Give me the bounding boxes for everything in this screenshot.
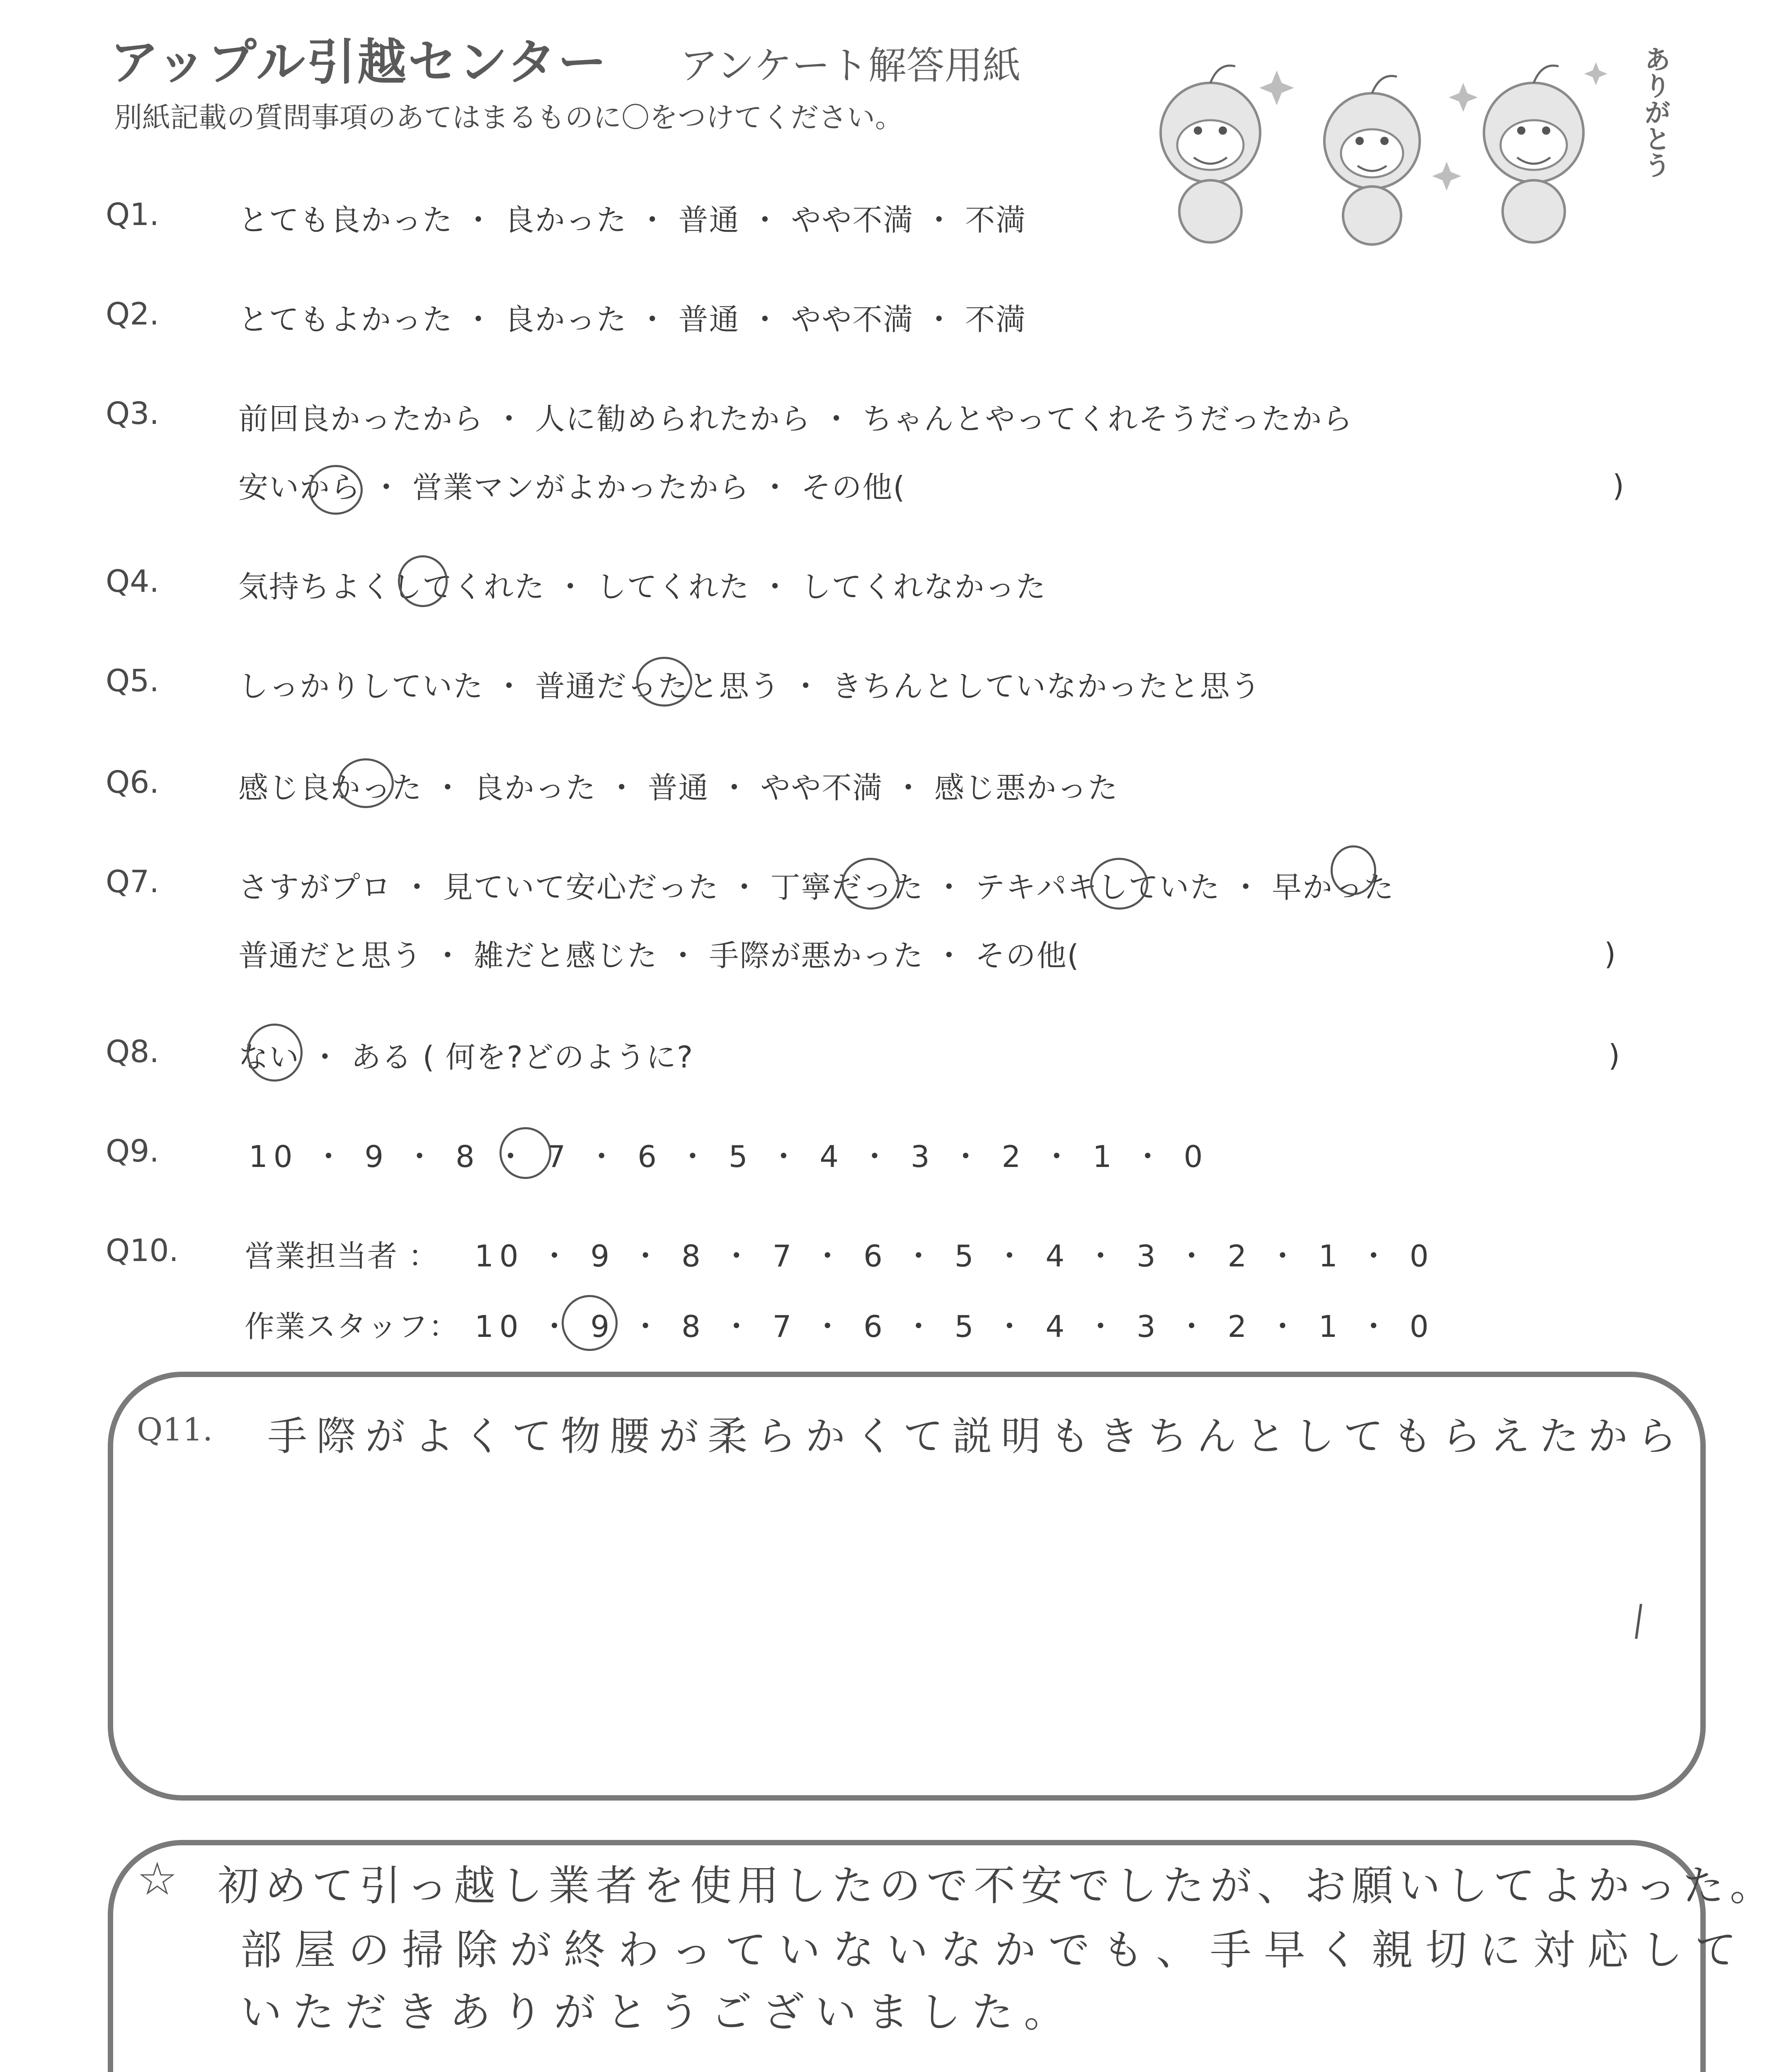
q6-label: Q6.	[106, 765, 159, 800]
q8-answer-circle	[247, 1024, 303, 1082]
comment-line-3: いただきありがとうございました。	[240, 1988, 1076, 2036]
comment-line-2: 部屋の掃除が終わっていないなかでも、手早く親切に対応して	[240, 1926, 1749, 1974]
q8-label: Q8.	[106, 1034, 159, 1070]
q11-answer: 手際がよくて物腰が柔らかくて説明もきちんとしてもらえたから	[267, 1413, 1686, 1460]
q3-label: Q3.	[106, 396, 159, 431]
q6-answer-circle	[338, 758, 394, 808]
q2-label: Q2.	[106, 296, 159, 332]
q7-close-paren: )	[1604, 937, 1616, 971]
form-title: アンケート解答用紙	[680, 44, 1021, 88]
q3-options-line2: 安いから ・ 営業マンがよかったから ・ その他(	[238, 470, 906, 505]
q1-label: Q1.	[106, 197, 159, 232]
q3-close-paren: )	[1612, 468, 1624, 503]
q11-label: Q11.	[137, 1411, 213, 1448]
q7-options-line1: さすがプロ ・ 見ていて安心だった ・ 丁寧だった ・ テキパキしていた ・ 早かった	[238, 870, 1395, 905]
q9-label: Q9.	[106, 1133, 159, 1169]
q7-label: Q7.	[106, 864, 159, 900]
q7-answer-circle-2	[1090, 858, 1148, 910]
q4-options: 気持ちよくしてくれた ・ してくれた ・ してくれなかった	[238, 569, 1047, 604]
q5-options: しっかりしていた ・ 普通だったと思う ・ きちんとしていなかったと思う	[238, 669, 1261, 704]
mascot-caption: ありがとう	[1640, 46, 1670, 178]
q10-staff-scale: 10 ・ 9 ・ 8 ・ 7 ・ 6 ・ 5 ・ 4 ・ 3 ・ 2 ・ 1 ・ 0	[475, 1309, 1435, 1344]
q8-options: ない ・ ある ( 何を?どのように?	[238, 1040, 694, 1075]
q9-answer-circle	[499, 1127, 551, 1179]
q1-options: とても良かった ・ 良かった ・ 普通 ・ やや不満 ・ 不満	[238, 203, 1027, 237]
q7-answer-circle-3	[1331, 845, 1376, 895]
q10-staff-answer-circle	[562, 1295, 618, 1351]
q3-answer-circle	[309, 465, 363, 515]
q4-label: Q4.	[106, 564, 159, 599]
q10-sales-scale: 10 ・ 9 ・ 8 ・ 7 ・ 6 ・ 5 ・ 4 ・ 3 ・ 2 ・ 1 ・ 0	[475, 1239, 1435, 1273]
q7-answer-circle-1	[841, 858, 899, 910]
q2-options: とてもよかった ・ 良かった ・ 普通 ・ やや不満 ・ 不満	[238, 302, 1027, 337]
star-icon: ☆	[137, 1852, 178, 1905]
q7-options-line2: 普通だと思う ・ 雑だと感じた ・ 手際が悪かった ・ その他(	[238, 938, 1080, 973]
q6-options: 感じ良かった ・ 良かった ・ 普通 ・ やや不満 ・ 感じ悪かった	[238, 770, 1119, 805]
q8-close-paren: )	[1608, 1038, 1620, 1073]
q10-staff-label: 作業スタッフ：	[245, 1309, 460, 1344]
q10-sales-label: 営業担当者 ：	[245, 1239, 439, 1273]
q10-label: Q10.	[106, 1233, 179, 1268]
q5-label: Q5.	[106, 663, 159, 699]
q9-scale: 10 ・ 9 ・ 8 ・ 7 ・ 6 ・ 5 ・ 4 ・ 3 ・ 2 ・ 1 ・ 0	[249, 1139, 1209, 1174]
company-name: アップル引越センター	[110, 34, 609, 91]
q3-options-line1: 前回良かったから ・ 人に勧められたから ・ ちゃんとやってくれそうだったから	[238, 402, 1353, 436]
mascot-illustration	[1140, 37, 1679, 253]
q5-answer-circle	[636, 657, 692, 707]
instructions: 別紙記載の質問事項のあてはまるものに〇をつけてください。	[114, 102, 904, 134]
q4-answer-circle	[398, 555, 448, 607]
comment-line-1: 初めて引っ越し業者を使用したので不安でしたが、お願いしてよかった。	[218, 1861, 1777, 1910]
